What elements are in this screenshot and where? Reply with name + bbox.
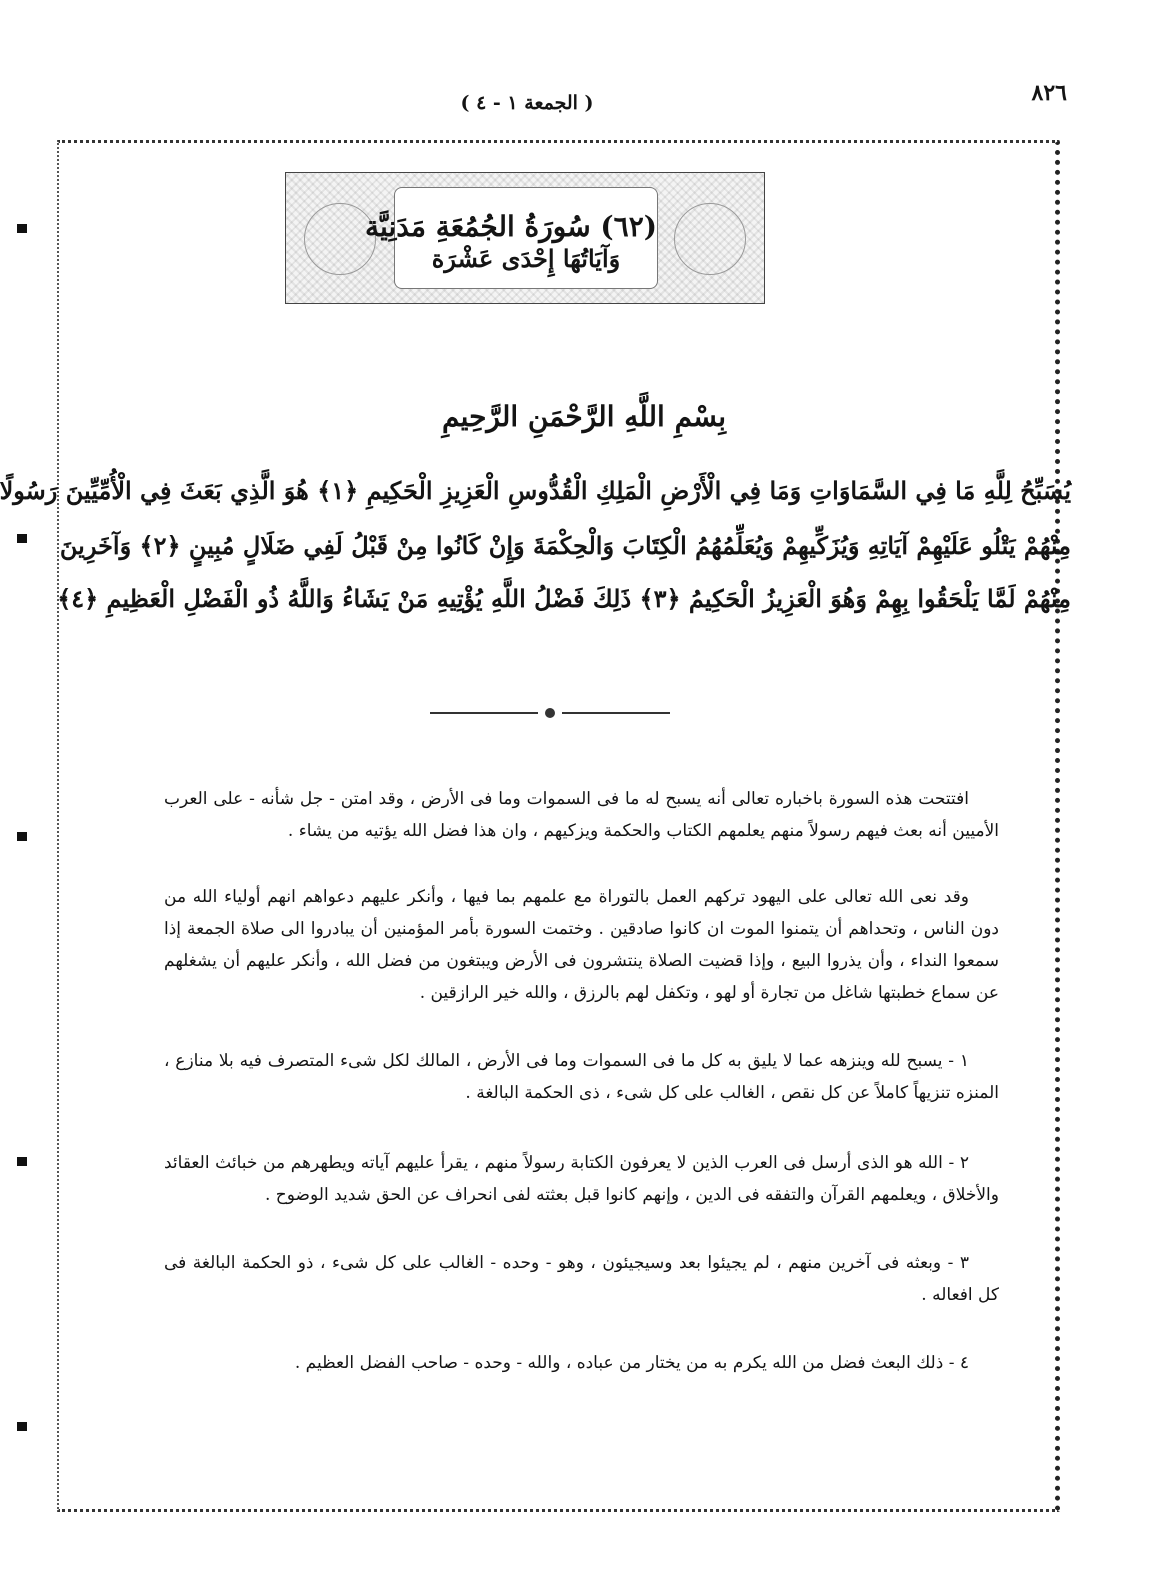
commentary-intro: وقد نعى الله تعالى على اليهود تركهم العمل بالتوراة مع علمهم بما فيها ، وأنكر عليهم دعواهم انهم أولياء الله من دون الناس ، وتحداهم أن يتمنوا الموت ان كانوا صادقين . وختمت السورة بأمر المؤمنين أن يبادروا الى صلاة الجمعة إذا سمعوا النداء ، وأن يذروا البيع ، وإذا قضيت الصلاة ينتشرون فى الأرض ويبتغون من فضل الله ، وأنكر عليهم أن يشغلهم عن سماع خطبتها شاغل من تجارة أو لهو ، وتكفل لهم بالرزق ، والله خير الرازقين .: [164, 887, 999, 1003]
margin-marker: [17, 534, 27, 543]
page-number: ٨٢٦: [1031, 80, 1067, 106]
basmala: بِسْمِ اللَّهِ الرَّحْمَنِ الرَّحِيمِ: [442, 400, 726, 433]
margin-marker: [17, 1422, 27, 1431]
verse-line: مِنْهُمْ يَتْلُو عَلَيْهِمْ آيَاتِهِ وَيُزَكِّيهِمْ وَيُعَلِّمُهُمُ الْكِتَابَ وَالْحِكْمَةَ وَإِنْ كَانُوا مِنْ قَبْلُ لَفِي ضَلَالٍ مُبِينٍ ﴿٢﴾ وَآخَرِينَ: [59, 531, 1071, 560]
verse-line: يُسَبِّحُ لِلَّهِ مَا فِي السَّمَاوَاتِ وَمَا فِي الْأَرْضِ الْمَلِكِ الْقُدُّوسِ الْعَزِيزِ الْحَكِيمِ ﴿١﴾ هُوَ الَّذِي بَعَثَ فِي الْأُمِّيِّينَ رَسُولًا: [0, 476, 1071, 505]
section-divider: [430, 708, 670, 718]
verse-line: مِنْهُمْ لَمَّا يَلْحَقُوا بِهِمْ وَهُوَ الْعَزِيزُ الْحَكِيمُ ﴿٣﴾ ذَلِكَ فَضْلُ اللَّهِ يُؤْتِيهِ مَنْ يَشَاءُ وَاللَّهُ ذُو الْفَضْلِ الْعَظِيمِ ﴿٤﴾: [57, 584, 1071, 613]
commentary-note: ٣ - وبعثه فى آخرين منهم ، لم يجيئوا بعد وسيجيئون ، وهو - وحده - الغالب على كل شىء ، ذو الحكمة البالغة فى كل افعاله .: [164, 1253, 999, 1305]
ornament-icon: [674, 203, 746, 275]
margin-marker: [17, 832, 27, 841]
margin-marker: [17, 1157, 27, 1166]
commentary-note: ٤ - ذلك البعث فضل من الله يكرم به من يختار من عباده ، والله - وحده - صاحب الفضل العظيم .: [294, 1353, 969, 1373]
margin-marker: [17, 224, 27, 233]
commentary-note: ٢ - الله هو الذى أرسل فى العرب الذين لا يعرفون الكتابة رسولاً منهم ، يقرأ عليهم آياته ويطهرهم من خبائث العقائد والأخلاق ، ويعلمهم القرآن والتفقه فى الدين ، وإنهم كانوا قبل بعثته لفى انحراف عن الحق شديد الوضوح .: [164, 1153, 999, 1205]
surah-title-cartouche: [365, 187, 658, 289]
commentary-note: ١ - يسبح لله وينزهه عما لا يليق به كل ما فى السموات وما فى الأرض ، المالك لكل شىء المتصرف فيه بلا منازع ، المنزه تنزيهاً كاملاً عن كل نقص ، الغالب على كل شىء ، ذى الحكمة البالغة .: [164, 1051, 999, 1103]
commentary-intro: افتتحت هذه السورة باخباره تعالى أنه يسبح له ما فى السموات وما فى الأرض ، وقد امتن - جل شأنه - على العرب الأميين أنه بعث فيهم رسولاً منهم يعلمهم الكتاب والحكمة ويزكيهم ، وان هذا فضل الله يؤتيه من يشاء .: [164, 789, 999, 841]
surah-title-panel: [285, 172, 765, 304]
running-header: ( الجمعة ١ - ٤ ): [460, 92, 594, 114]
surah-verse-count: وَآيَاتُهَا إِحْدَى عَشْرَة: [431, 244, 621, 273]
surah-title: (٦٢) سُورَةُ الجُمُعَةِ مَدَنِيَّة: [365, 210, 657, 243]
